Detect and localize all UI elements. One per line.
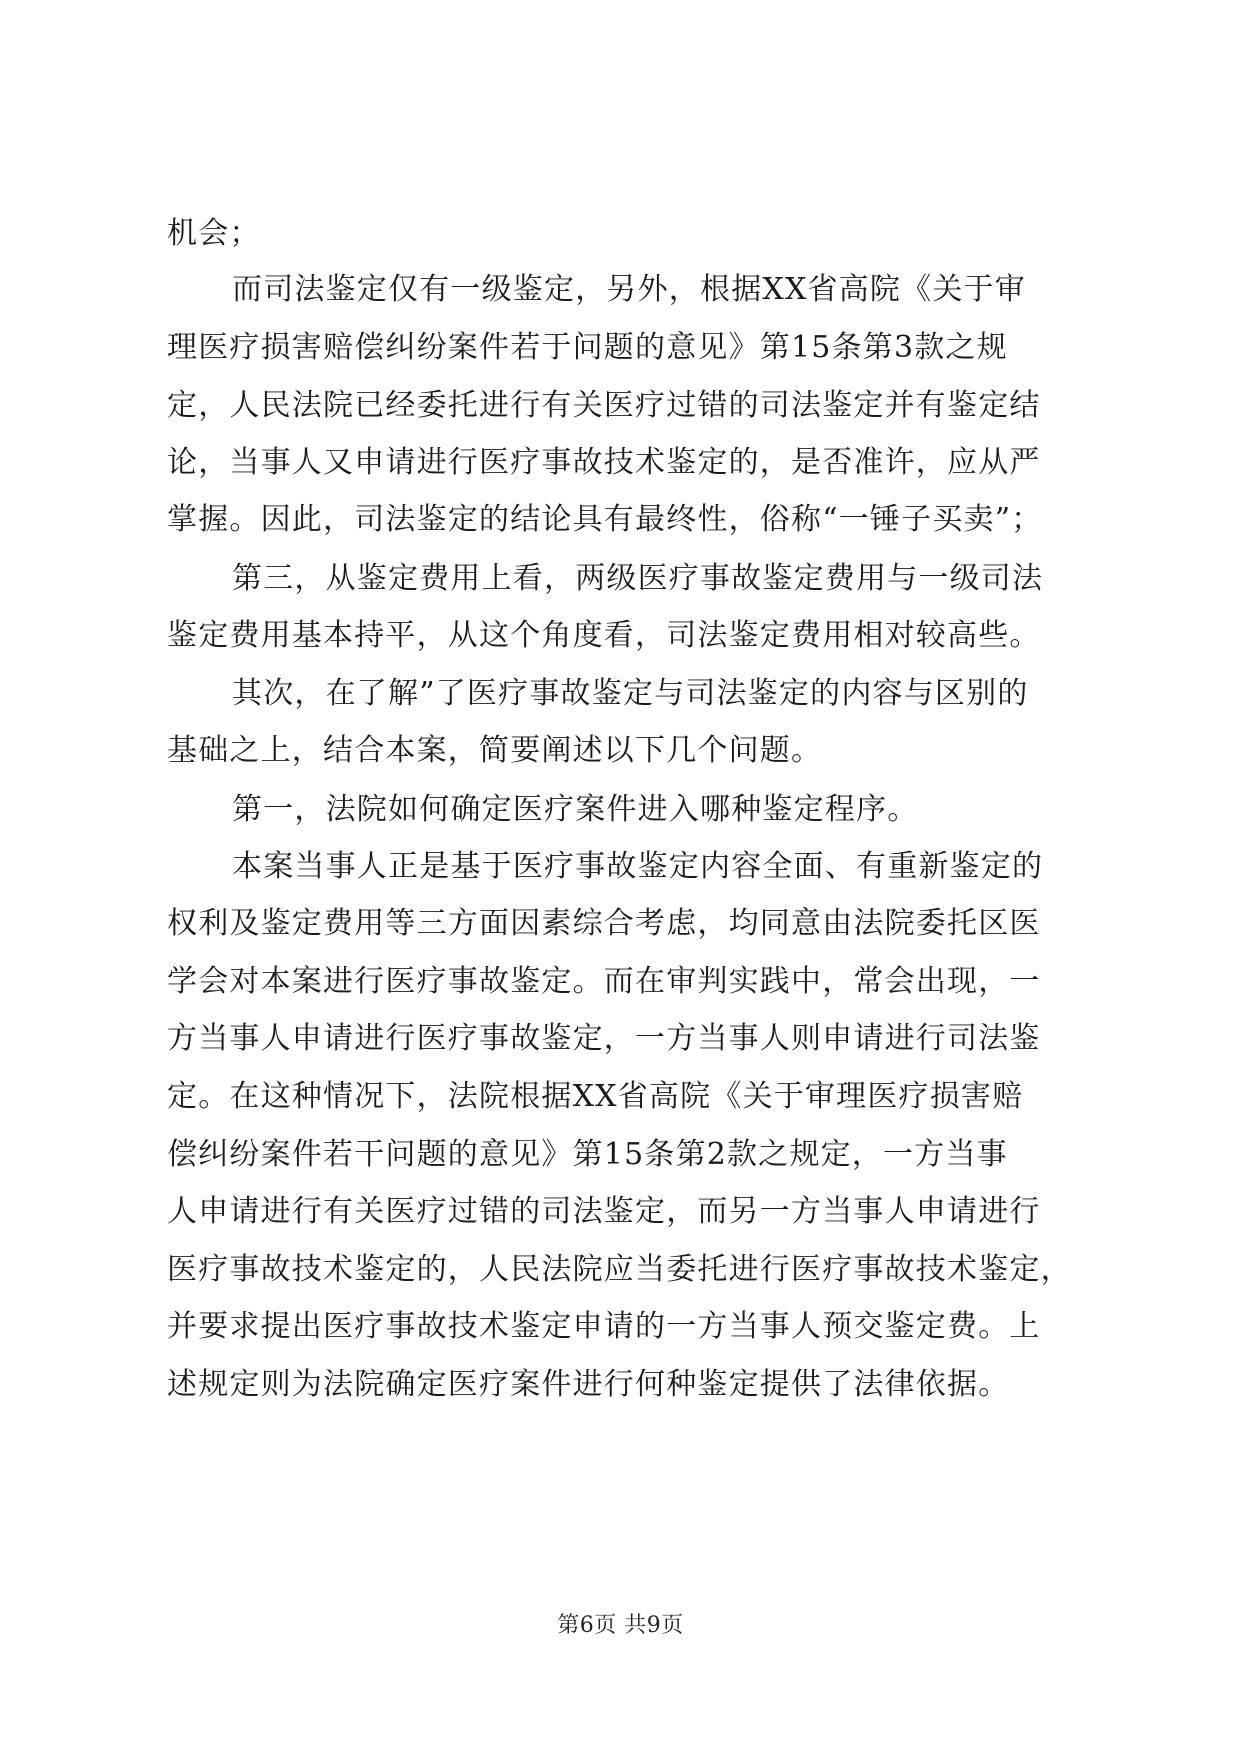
text-line-15: 方当事人申请进行医疗事故鉴定，一方当事人则申请进行司法鉴: [167, 1021, 1041, 1056]
text-line-1: 机会；: [167, 216, 261, 251]
text-line-12: 本案当事人正是基于医疗事故鉴定内容全面、有重新鉴定的: [232, 849, 1044, 884]
text-line-17: 偿纠纷案件若干问题的意见》第15条第2款之规定，一方当事: [167, 1137, 1008, 1172]
text-line-11: 第一，法院如何确定医疗案件进入哪种鉴定程序。: [232, 792, 919, 827]
text-line-7: 第三，从鉴定费用上看，两级医疗事故鉴定费用与一级司法: [232, 561, 1044, 596]
page-number-footer: 第6页 共9页: [557, 1613, 684, 1638]
text-line-9: 其次，在了解”了医疗事故鉴定与司法鉴定的内容与区别的: [232, 676, 1029, 711]
text-line-19: 医疗事故技术鉴定的，人民法院应当委托进行医疗事故技术鉴定，: [167, 1252, 1072, 1287]
text-line-5: 论，当事人又申请进行医疗事故技术鉴定的，是否准许，应从严: [167, 445, 1041, 480]
text-line-10: 基础之上，结合本案，简要阐述以下几个问题。: [167, 733, 823, 768]
text-line-6: 掌握。因此，司法鉴定的结论具有最终性，俗称“一锤子买卖”；: [167, 502, 1043, 537]
text-line-3: 理医疗损害赔偿纠纷案件若于问题的意见》第15条第3款之规: [167, 330, 1008, 365]
text-line-14: 学会对本案进行医疗事故鉴定。而在审判实践中，常会出现，一: [167, 964, 1041, 999]
text-line-21: 述规定则为法院确定医疗案件进行何种鉴定提供了法律依据。: [167, 1367, 1010, 1402]
text-line-4: 定，人民法院已经委托进行有关医疗过错的司法鉴定并有鉴定结: [167, 388, 1041, 423]
text-line-18: 人申请进行有关医疗过错的司法鉴定，而另一方当事人申请进行: [167, 1194, 1041, 1229]
text-line-20: 并要求提出医疗事故技术鉴定申请的一方当事人预交鉴定费。上: [167, 1309, 1041, 1344]
text-line-16: 定。在这种情况下，法院根据XX省高院《关于审理医疗损害赔: [167, 1079, 1024, 1114]
text-line-8: 鉴定费用基本持平，从这个角度看，司法鉴定费用相对较高些。: [167, 618, 1041, 653]
text-line-2: 而司法鉴定仅有一级鉴定，另外，根据XX省高院《关于审: [232, 272, 1026, 307]
text-line-13: 权利及鉴定费用等三方面因素综合考虑，均同意由法院委托区医: [167, 906, 1041, 941]
